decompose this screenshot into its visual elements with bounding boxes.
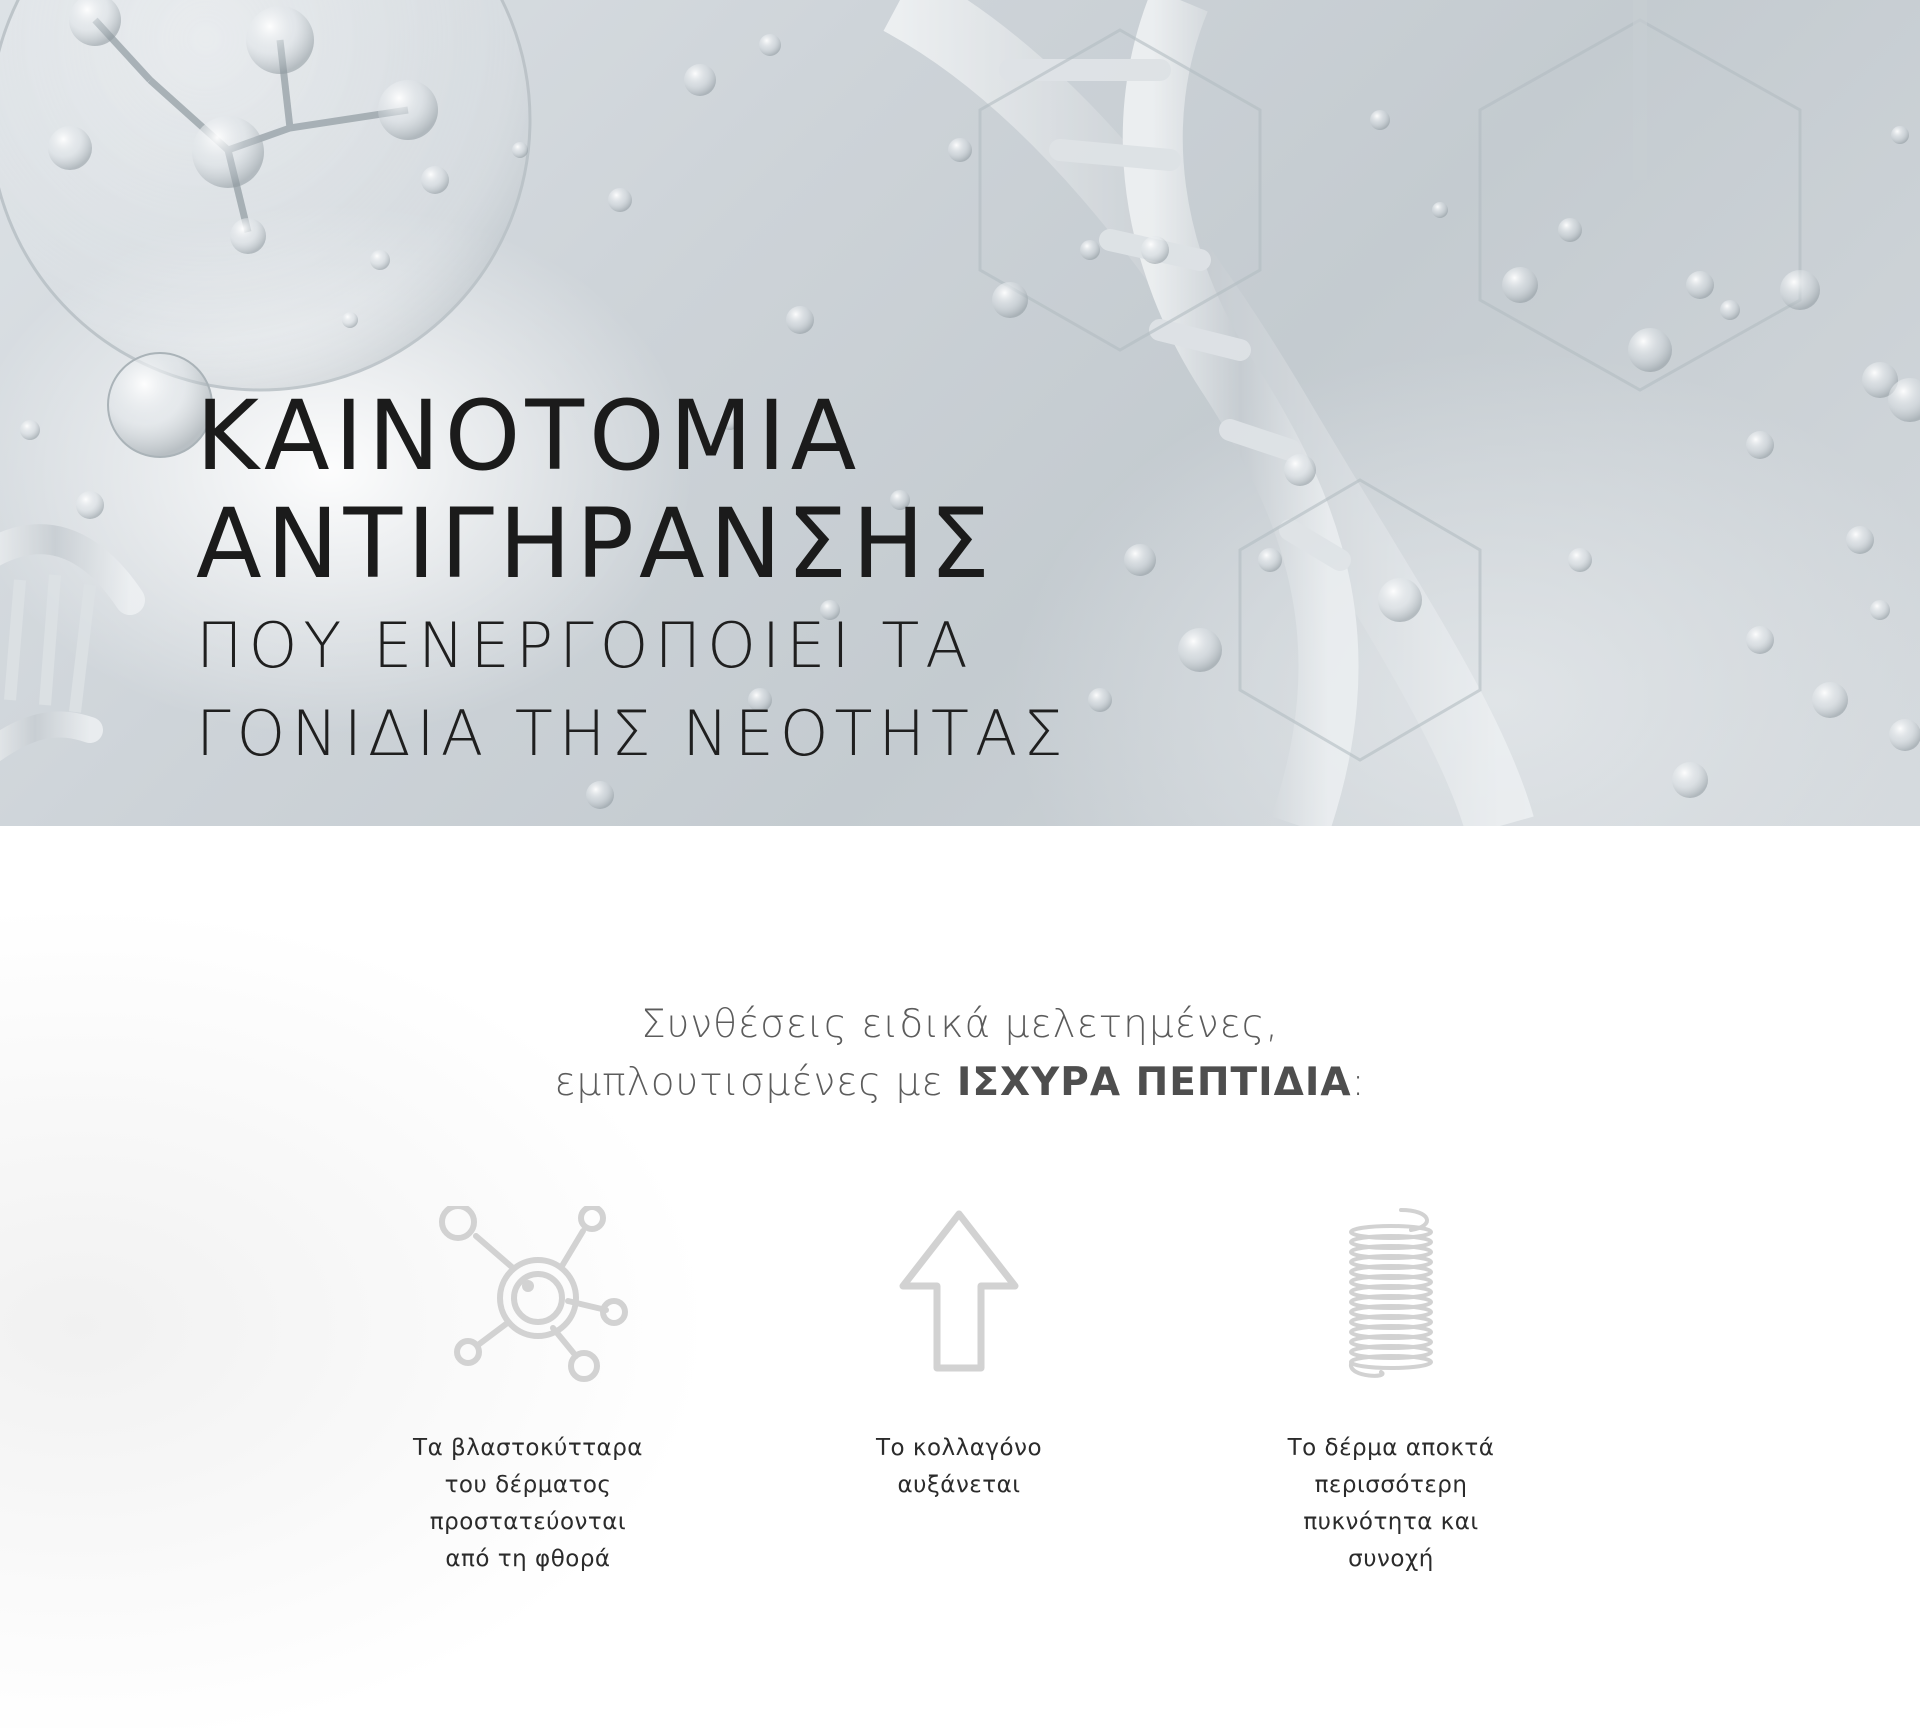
- intro-line-2: [0, 1054, 1920, 1112]
- feature-label-line: συνοχή: [1348, 1546, 1434, 1572]
- feature-skin-density: [1261, 1206, 1521, 1578]
- feature-label: [829, 1430, 1089, 1504]
- intro-line-2-suffix: :: [1351, 1060, 1366, 1105]
- feature-stem-cells: [398, 1206, 658, 1578]
- arrow-up-icon: [859, 1206, 1059, 1386]
- feature-label-line: προστατεύονται: [429, 1509, 627, 1535]
- spring-coil-icon: [1291, 1206, 1491, 1386]
- feature-label-line: Τα βλαστοκύτταρα: [413, 1435, 643, 1461]
- hero-title-line-2: ΑΝΤΙΓΗΡΑΝΣΗΣ: [196, 488, 995, 600]
- feature-label-line: περισσότερη: [1314, 1472, 1468, 1498]
- intro-text: [0, 996, 1920, 1112]
- molecule-icon: [428, 1206, 628, 1386]
- hero-banner: [0, 0, 1920, 826]
- feature-label-line: Το δέρμα αποκτά: [1287, 1435, 1495, 1461]
- feature-label: [1261, 1430, 1521, 1578]
- feature-label-line: αυξάνεται: [897, 1472, 1021, 1498]
- intro-line-2-prefix: εμπλουτισμένες με: [554, 1060, 957, 1105]
- feature-label: [398, 1430, 658, 1578]
- intro-highlight: ΙΣΧΥΡΑ ΠΕΠΤΙΔΙΑ: [956, 1060, 1352, 1105]
- hero-heading-block: [196, 382, 1069, 774]
- feature-label-line: από τη φθορά: [445, 1546, 611, 1572]
- feature-label-line: πυκνότητα και: [1303, 1509, 1479, 1535]
- feature-label-line: Το κολλαγόνο: [875, 1435, 1043, 1461]
- hero-subtitle-line-2: ΓΟΝΙΔΙΑ ΤΗΣ ΝΕΟΤΗΤΑΣ: [196, 697, 1069, 770]
- feature-list: [0, 1206, 1920, 1606]
- feature-label-line: του δέρματος: [444, 1472, 612, 1498]
- peptides-section: [0, 826, 1920, 1728]
- hero-title-line-1: ΚΑΙΝΟΤΟΜΙΑ: [196, 380, 862, 492]
- intro-line-1: Συνθέσεις ειδικά μελετημένες,: [641, 1002, 1279, 1047]
- hero-subtitle-line-1: ΠΟΥ ΕΝΕΡΓΟΠΟΙΕΙ ΤΑ: [196, 609, 974, 682]
- feature-collagen: [829, 1206, 1089, 1504]
